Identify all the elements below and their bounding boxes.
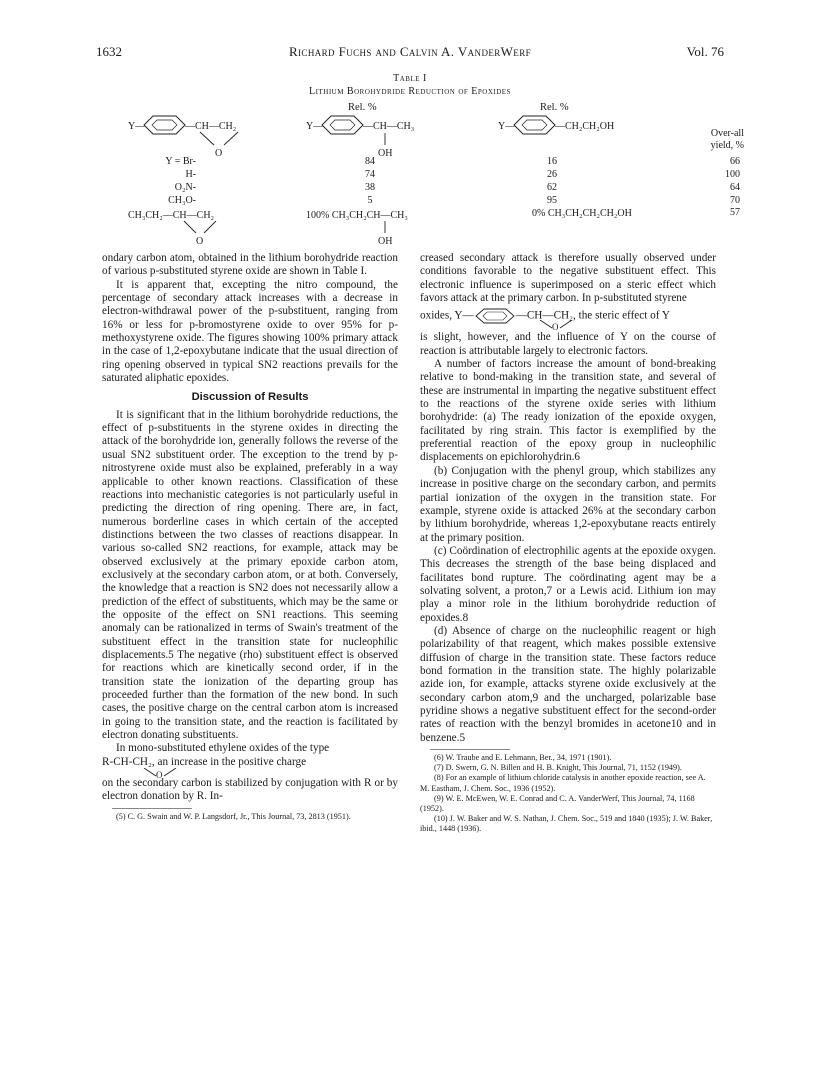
col2-heading: Rel. % xyxy=(348,102,377,113)
row-cell: 100 xyxy=(725,169,740,180)
paragraph xyxy=(420,307,716,331)
footnote-rule xyxy=(430,749,510,750)
paragraph: It is apparent that, excepting the nitro compound, the percentage of secondary attack increases with a decrease in electron-withdrawal power of the p-substituent, ranging from 16% or less for p-bromostyrene oxide to over 95% for p-methoxystyrene oxide. The figures showing 100% primary attack in the case of 1,2-epoxybutane indicate that the usual direction of ring opening observed in typical SN2 reactions prevails for the saturated aliphatic epoxides. xyxy=(102,278,398,385)
svg-text:O: O xyxy=(156,769,163,778)
row-cell: 74 xyxy=(365,169,375,180)
row-cell: 64 xyxy=(730,182,740,193)
left-column xyxy=(102,252,398,822)
benzene-ring-inline xyxy=(474,307,516,325)
row-cell: 16 xyxy=(547,156,557,167)
svg-text:Y—: Y— xyxy=(498,121,516,132)
footnote-5: (5) C. G. Swain and W. P. Langsdorf, Jr., This Journal, 73, 2813 (1951). xyxy=(116,811,351,821)
page-number: 1632 xyxy=(96,44,122,59)
struct1-chain: —CH—CH₂ xyxy=(185,121,237,132)
col4-heading-line1: Over-all xyxy=(710,128,744,139)
paragraph: It is significant that in the lithium borohydride reductions, the effect of p-substituents in the styrene oxides in directing the attack of the borohydride ion, generally follows the reverse of the usual SN2 substituent order. The exception to the trend by p-nitrostyrene oxide must also be explained, preferably in a way applicable to other known reactions. Classification of these reactions into mechanistic categories is not particularly useful in predicting the direction of ring opening. There are, in fact, numerous borderline cases in which certain of the accepted distinctions between the two classes of reactions disappear. In various so-called SN2 reactions, for example, attack may be observed exclusively at the primary epoxide carbon atom, exclusively at the secondary carbon atom, or at both. Conversely, the knowledge that a reaction is SN2 does not necessarily allow a prediction of the effect of substituents, which may be the same or the opposite of the effect on SN1 reactions. This seeming anomaly can be rationalized in terms of Swain's treatment of the substituent effect in the transition state for nucleophilic displacements.5 The negative (rho) substituent effect is observed for reactions which are kinetically second order, if in the transition state the ionization of the departing group has proceeded further than the formation of the new bond. In such cases, the positive charge on the central carbon atom is increased in going to the transition state, and the reaction is facilitated by electron donating substituents. xyxy=(102,408,398,742)
structure-2-drawing xyxy=(306,112,486,160)
row-label: Y = Br- xyxy=(165,156,196,167)
row-label: CH₃O- xyxy=(168,195,196,206)
col3-heading: Rel. % xyxy=(540,102,569,113)
row-cell: 38 xyxy=(365,182,375,193)
paragraph: (b) Conjugation with the phenyl group, which stabilizes any increase in positive charge on the secondary carbon, and permits partial ionization of the oxygen in the transition state. For example, styrene oxide is attacked 26% at the secondary carbon by lithium borohydride, whereas 1,2-epoxybutane reacts entirely at the primary position. xyxy=(420,464,716,544)
row-cell: 57 xyxy=(730,207,740,218)
svg-text:O: O xyxy=(552,322,559,331)
struct2-chain: —CH—CH₃ xyxy=(363,121,415,132)
structure-3-drawing xyxy=(498,112,678,142)
table-label: Table I xyxy=(393,73,427,84)
epoxybutane-label: CH₃CH₂—CH—CH₂ xyxy=(128,210,215,221)
butanol-primary: 0% CH₃CH₂CH₂CH₂OH xyxy=(532,208,632,219)
right-column xyxy=(420,252,716,835)
formula-line: R-CH-CH₂, an increase in the positive charge xyxy=(102,755,307,768)
epoxybutane-oxygen: O xyxy=(196,236,204,247)
row-cell: 66 xyxy=(730,156,740,167)
struct2-oh: OH xyxy=(378,148,393,159)
col4-heading xyxy=(684,128,744,152)
paragraph: A number of factors increase the amount of bond-breaking relative to bond-making in the transition state, and several of these are instrumental in imparting the negative substituent effect to the reactions of the styrene oxide series with lithium borohydride: (a) The ready ionization of the epoxide oxygen, facilitated by ring strain. This factor is exemplified by the preferential reaction of the epoxy group in nucleophilic displacements on epichlorohydrin.6 xyxy=(420,358,716,464)
footnote-10: (10) J. W. Baker and W. S. Nathan, J. Chem. Soc., 519 and 1840 (1935); J. W. Baker, ibid., 1448 (1936). xyxy=(420,814,713,834)
paragraph: is slight, however, and the influence of Y on the course of reaction is attributable largely to electronic factors. xyxy=(420,331,716,357)
footnote-rule xyxy=(112,808,192,809)
row-label: O₂N- xyxy=(174,182,196,193)
volume-label: Vol. 76 xyxy=(686,44,724,59)
footnote-6: (6) W. Traube and E. Lehmann, Ber., 34, 1971 (1901). xyxy=(434,753,612,763)
struct3-chain: —CH₂CH₂OH xyxy=(555,121,615,132)
formula-prefix: oxides, Y— xyxy=(420,309,474,322)
footnote-9: (9) W. E. McEwen, W. E. Conrad and C. A. VanderWerf, This Journal, 74, 1168 (1952). xyxy=(420,793,695,814)
paragraph: (d) Absence of charge on the nucleophilic reagent or high polarizability of that reagent, which makes possible extensive diffusion of charge in the transition state. These factors reduce bond formation in the transition state. The highly polarizable azide ion, for example, attacks styrene oxide exclusively at the secondary carbon atom,9 and the uncharged, polarizable base pyridine shows a negative substituent effect for the second-order rates of reaction with the benzyl bromides in acetone10 and in benzene.5 xyxy=(420,624,716,744)
structure-1-drawing xyxy=(128,112,318,160)
butanol-secondary-text: 100% CH₃CH₂CH—CH₃ xyxy=(306,210,408,221)
structure-primary-alcohol xyxy=(498,112,678,147)
row-cell: 62 xyxy=(547,182,557,193)
svg-text:Y—: Y— xyxy=(306,121,324,132)
paragraph xyxy=(102,755,398,778)
struct1-y-label: Y— xyxy=(128,121,146,132)
butanol-secondary xyxy=(306,207,466,252)
section-heading: Discussion of Results xyxy=(191,391,309,404)
butanol-secondary-oh: OH xyxy=(378,236,393,247)
epoxybutane-structure xyxy=(128,207,268,252)
row-cell: 84 xyxy=(365,156,375,167)
paragraph: creased secondary attack is therefore usually observed under conditions favorable to the negative substituent effect. This electronic influence is superimposed on a steric effect which favors attack at the primary carbon. In p-substituted styrene xyxy=(420,252,716,305)
row-label: H- xyxy=(185,169,196,180)
formula-suffix: —CH—CH₂, the steric effect of Y xyxy=(515,309,670,322)
row-cell: 5 xyxy=(367,195,373,206)
paragraph: ondary carbon atom, obtained in the lithium borohydride reaction of various p-substituted styrene oxide are shown in Table I. xyxy=(102,252,398,278)
row-cell: 70 xyxy=(730,195,740,206)
epoxide-bridge xyxy=(142,768,182,778)
running-head-authors: Richard Fuchs and Calvin A. VanderWerf xyxy=(288,44,532,59)
butanol-secondary-drawing xyxy=(306,207,466,247)
epoxybutane-drawing xyxy=(128,207,268,247)
col4-heading-line2: yield, % xyxy=(710,140,744,151)
row-cell: 95 xyxy=(547,195,557,206)
row-cell: 26 xyxy=(547,169,557,180)
paragraph: (c) Coördination of electrophilic agents at the epoxide oxygen. This decreases the strength of the base being displaced and facilitates bond rupture. The coördinating agent may be a solvating solvent, a proton,7 or a Lewis acid. Lithium ion may play a minor role in the lithium borohydride reduction of epoxides.8 xyxy=(420,544,716,624)
footnote-8: (8) For an example of lithium chloride catalysis in another epoxide reaction, see A. M. Eastham, J. Chem. Soc., 1936 (1952). xyxy=(420,773,706,793)
epoxide-bridge xyxy=(538,320,578,330)
footnote-7: (7) D. Swern, G. N. Billen and H. B. Knight, This Journal, 71, 1152 (1949). xyxy=(434,763,682,773)
paragraph: In mono-substituted ethylene oxides of the type xyxy=(116,742,330,755)
table-title: Lithium Borohydride Reduction of Epoxides xyxy=(309,86,511,97)
struct1-oxygen: O xyxy=(215,148,223,159)
paragraph: on the secondary carbon is stabilized by conjugation with R or by electron donation by R. In- xyxy=(102,777,398,803)
